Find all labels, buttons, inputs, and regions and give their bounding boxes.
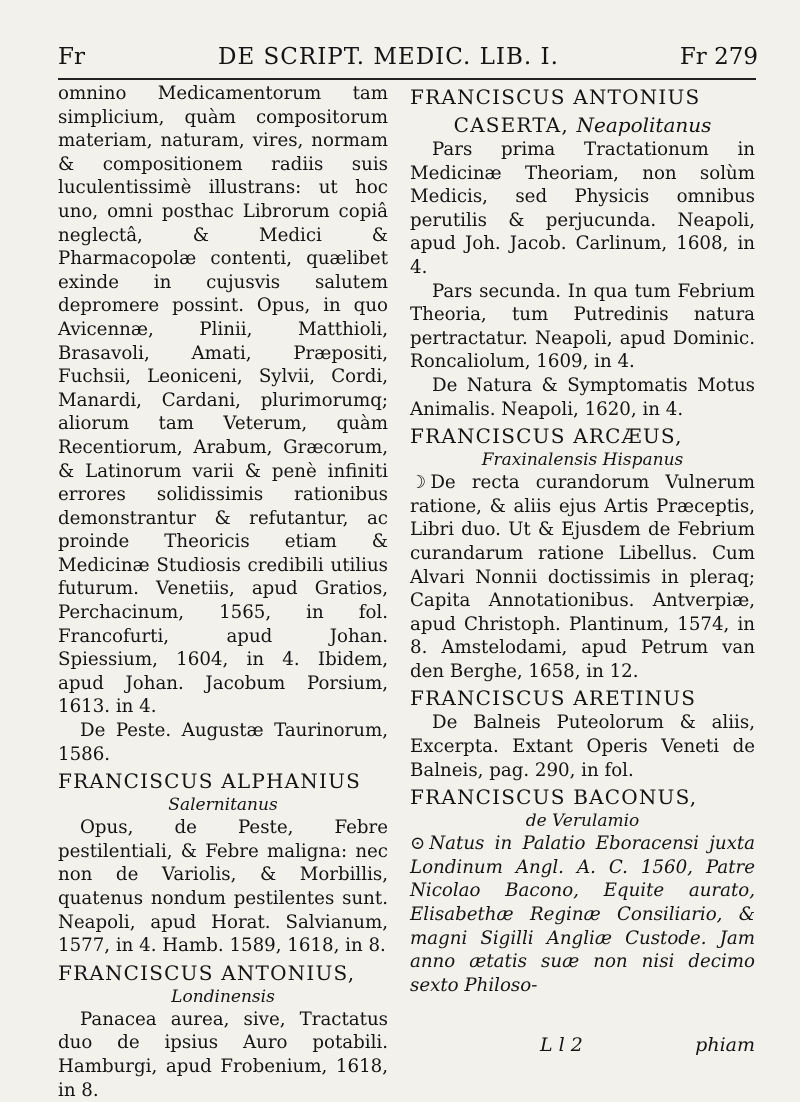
right-column: [410, 82, 755, 997]
entry-subheading: de Verulamio: [525, 811, 640, 832]
running-header: [58, 44, 758, 78]
catchword: phiam: [695, 1034, 755, 1056]
page-footer: [410, 1034, 755, 1060]
entry-text: De Natura & Symptomatis Motus Animalis. Neapoli, 1620, in 4.: [410, 374, 755, 420]
entry-heading-name: CASERTA,: [453, 113, 569, 137]
entry-text: Panacea aurea, sive, Tractatus duo de ipsius Auro potabili. Hamburgi, apud Frobenium, 1618, in 8.: [58, 1008, 388, 1101]
entry-text: De Balneis Puteolorum & aliis, Excerpta. Extant Operis Veneti de Balneis, pag. 290, in fol.: [410, 712, 755, 781]
entry-text: [410, 832, 755, 997]
entry-text: [410, 471, 755, 683]
crescent-moon-icon: ☽: [410, 472, 427, 494]
entry-heading-line2: [410, 113, 755, 138]
header-left: Fr: [58, 44, 85, 70]
entry-text-body: Natus in Palatio Eboracensi juxta Londinum Angl. A. C. 1560, Patre Nicolao Bacono, Equite aurato, Elisabethæ Reginæ Consiliario, & magni Sigilli Angliæ Custode. Jam anno ætatis suæ non nisi decimo sexto Philoso-: [410, 833, 755, 996]
header-title: DE SCRIPT. MEDIC. LIB. I.: [218, 44, 559, 70]
entry-subheading: Salernitanus: [168, 795, 278, 816]
sun-symbol-icon: ⊙: [410, 833, 426, 855]
entry-subheading: Londinensis: [171, 986, 275, 1007]
entry-text: De Peste. Augustæ Taurinorum, 1586.: [58, 720, 388, 765]
header-rule: [58, 78, 756, 80]
entry-text: Opus, de Peste, Febre pestilentiali, & Febre maligna: nec non de Variolis, & Morbillis, quatenus nondum pestilentes sunt. Neapoli, apud Horat. Salvianum, 1577, in 4. Hamb. 1589, 1618, in 8.: [58, 817, 388, 957]
entry-heading: FRANCISCUS ALPHANIUS: [58, 769, 362, 794]
entry-heading: FRANCISCUS ARCÆUS,: [410, 424, 683, 449]
entry-text: Pars prima Tractationum in Medicinæ Theoriam, non solùm Medicis, sed Physicis omnibus perutilis & perjucunda. Neapoli, apud Joh. Jacob. Carlinum, 1608, in 4.: [410, 139, 755, 278]
entry-heading-place: Neapolitanus: [576, 113, 712, 137]
entry-subheading: Fraxinalensis Hispanus: [481, 450, 684, 471]
entry-heading: FRANCISCUS ARETINUS: [410, 686, 697, 711]
entry-text-body: De recta curandorum Vulnerum ratione, & aliis ejus Artis Præceptis, Libri duo. Ut & Ejusdem de Febrium curandarum ratione Libellus. Cum Alvari Nonnii doctissimis in pleraq; Capita Annotationibus. Antverpiæ, apud Christoph. Plantinum, 1574, in 8. Amstelodami, apud Petrum van den Berghe, 1658, in 12.: [410, 472, 755, 682]
left-column: [58, 82, 388, 1102]
entry-text: Pars secunda. In qua tum Febrium Theoria, tum Putredinis natura pertractatur. Neapoli, apud Dominic. Roncaliolum, 1609, in 4.: [410, 280, 755, 373]
entry-heading: FRANCISCUS ANTONIUS,: [58, 960, 356, 985]
entry-heading: FRANCISCUS ANTONIUS: [410, 85, 701, 109]
header-page-number: Fr 279: [679, 44, 758, 70]
entry-text: omnino Medicamentorum tam simplicium, quàm compositorum materiam, naturam, vires, normam & compositionem radiis suis luculentissimè illustrans: ut hoc uno, omni posthac Librorum copiâ neglectâ, & Medici & Pharmacopolæ contenti, quælibet exinde in cujusvis salutem depromere possint. Opus, in quo Avicennæ, Plinii, Matthioli, Brasavoli, Amati, Præpositi, Fuchsii, Leoniceni, Sylvii, Cordi, Manardi, Cardani, plurimorumq; aliorum tam Veterum, quàm Recentiorum, Arabum, Græcorum, & Latinorum varii & penè infiniti errores solidissimis rationibus demonstrantur & refutantur, ac proinde Theoricis etiam & Medicinæ Studiosis credibili utilius futurum. Venetiis, apud Gratios, Perchacinum, 1565, in fol. Francofurti, apud Johan. Spiessium, 1604, in 4. Ibidem, apud Johan. Jacobum Porsium, 1613. in 4.: [58, 83, 388, 718]
signature-mark: L l 2: [540, 1034, 583, 1056]
entry-heading: FRANCISCUS BACONUS,: [410, 785, 698, 810]
